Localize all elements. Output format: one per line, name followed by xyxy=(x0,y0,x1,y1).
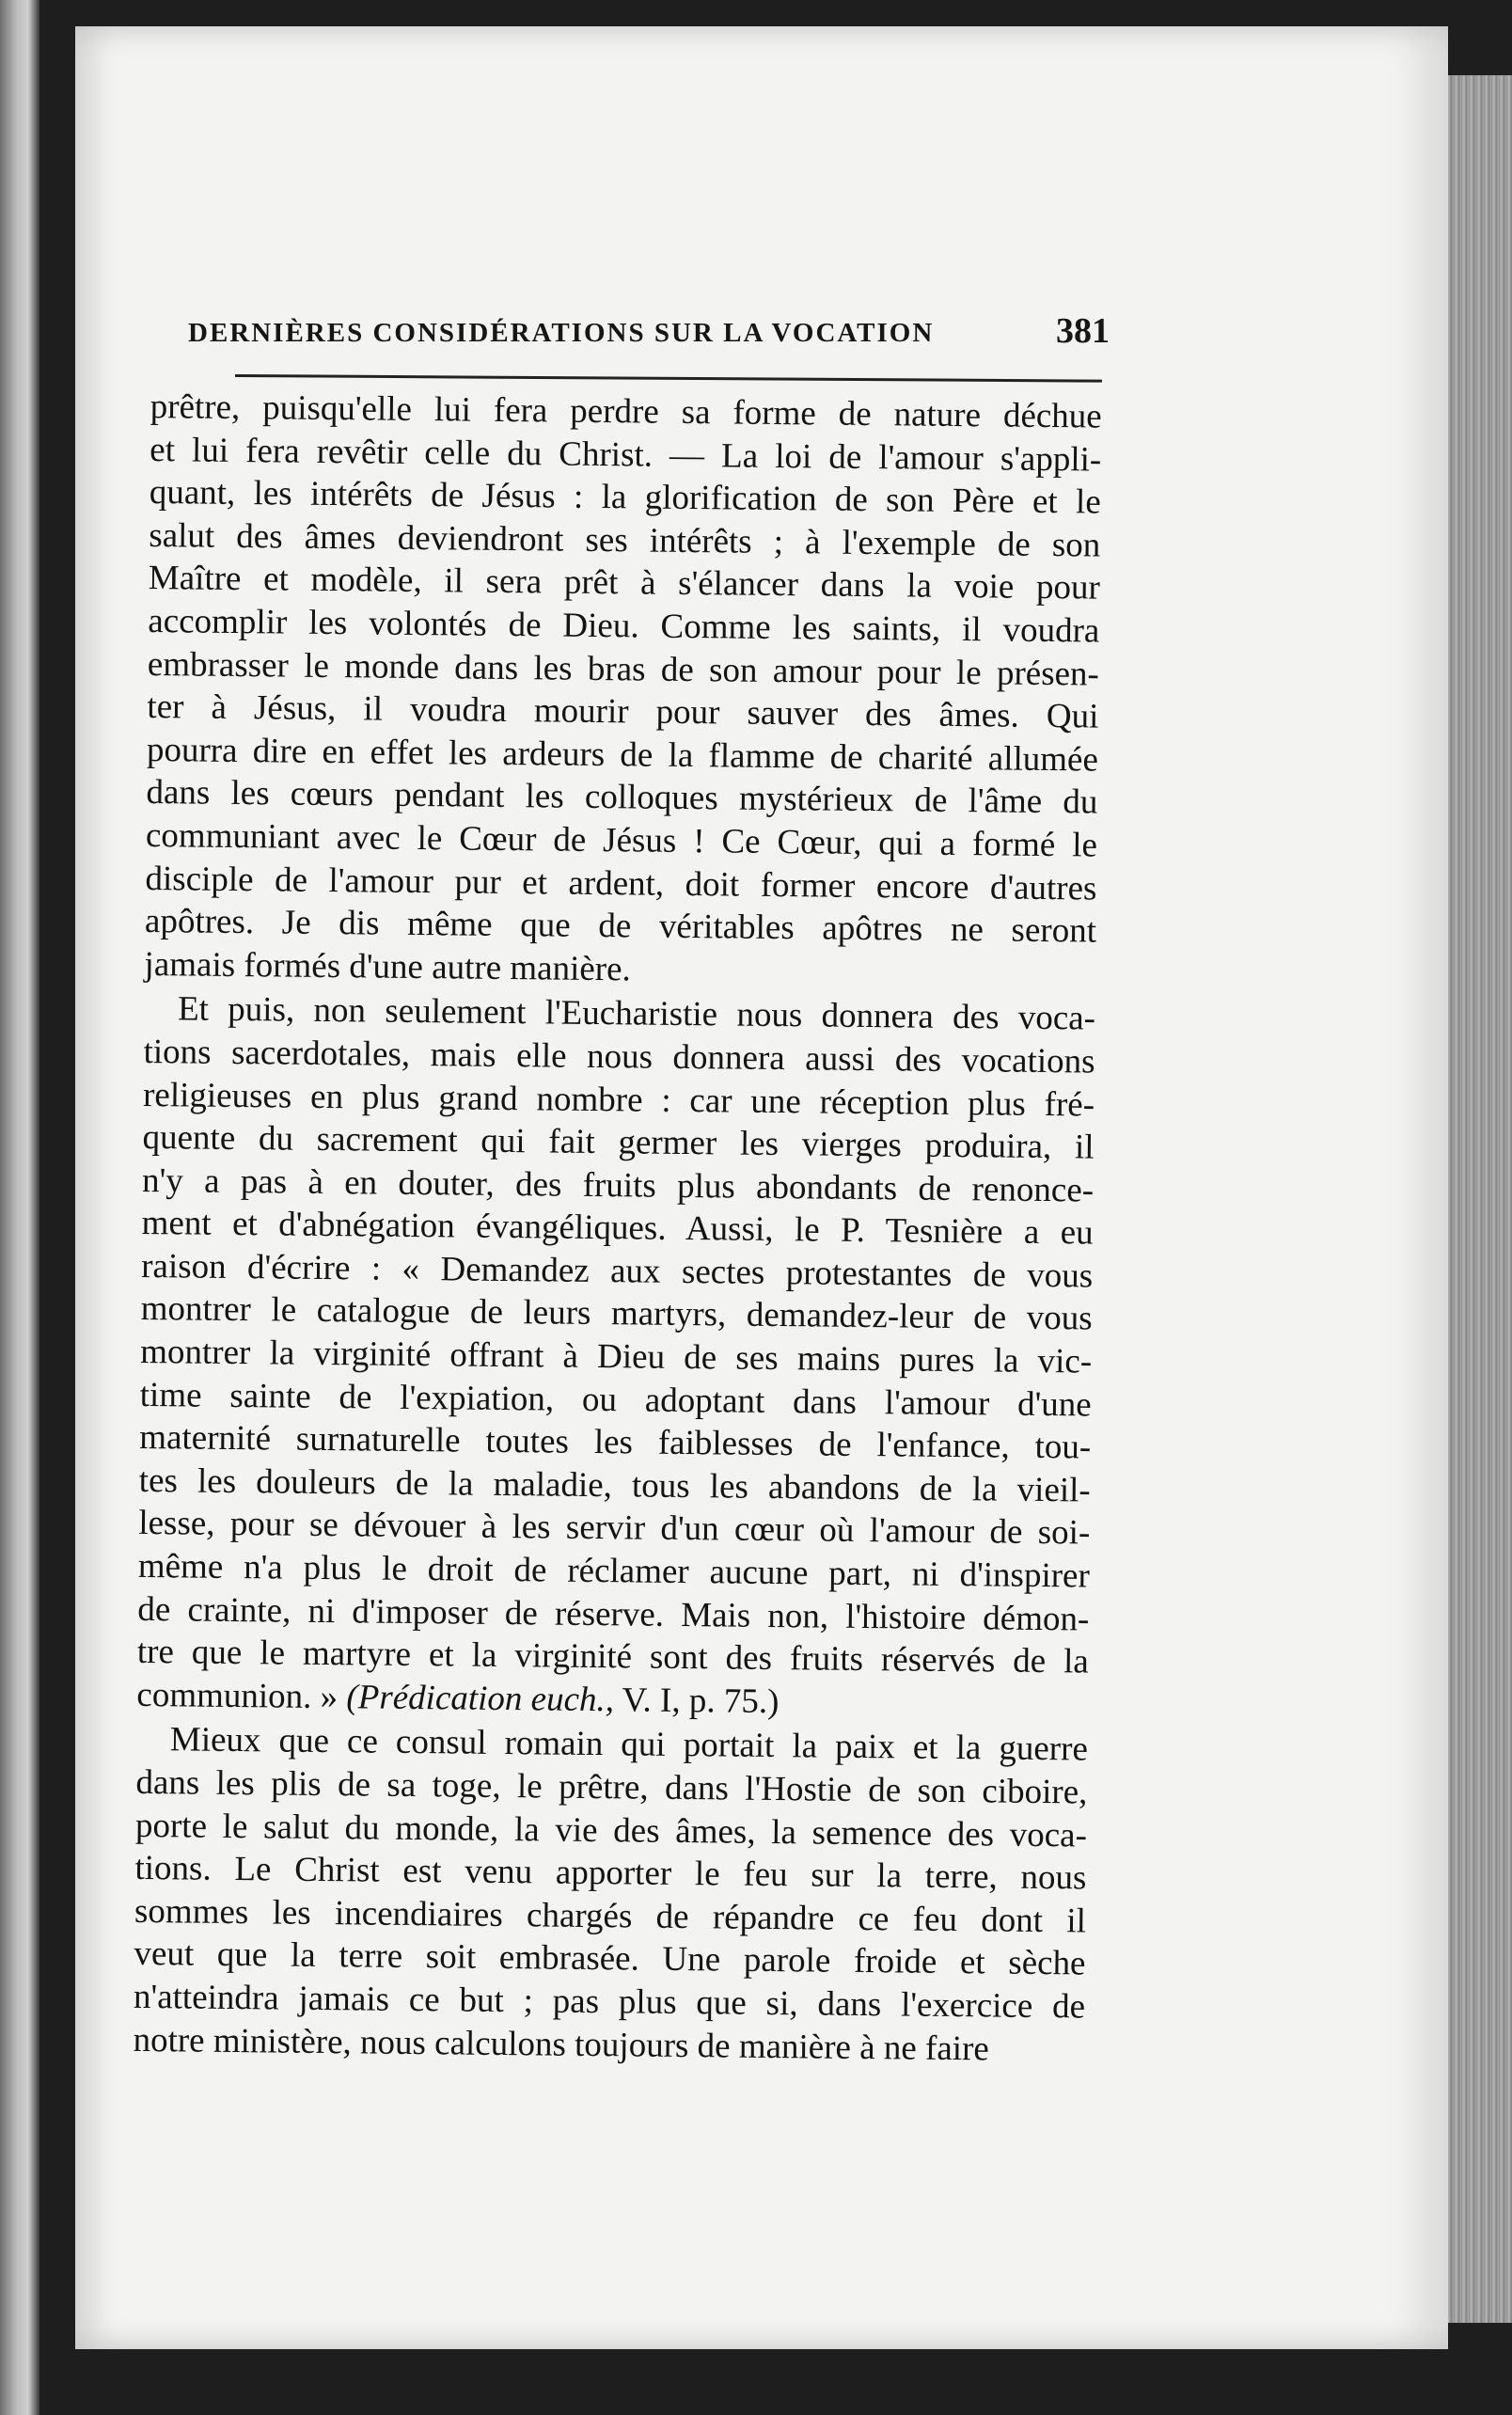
text-line: montrer la virginité offrant à Dieu de ses mains pures la vic- xyxy=(140,1333,1093,1381)
text-line: pourra dire en effet les ardeurs de la flamme de charité allumée xyxy=(146,730,1099,780)
citation-lead: communion. » xyxy=(136,1675,347,1717)
text-line: jamais formés d'une autre manière. xyxy=(144,944,632,989)
text-line: time sainte de l'expiation, ou adoptant dans l'amour d'une xyxy=(139,1375,1092,1425)
text-line: tions sacerdotales, mais elle nous donnera aussi des vocations xyxy=(143,1032,1095,1081)
running-header xyxy=(179,310,1119,357)
text-line: Et puis, non seulement l'Eucharistie nous donnera des voca- xyxy=(177,989,1096,1038)
text-line: accomplir les volontés de Dieu. Comme les saints, il voudra xyxy=(148,601,1100,651)
paragraph xyxy=(133,1718,1088,2071)
text-line: dans les cœurs pendant les colloques mystérieux de l'âme du xyxy=(146,773,1098,822)
citation-reference: V. I, p. 75.) xyxy=(613,1681,780,1721)
page-stack-edges xyxy=(1439,75,1512,2323)
paragraph xyxy=(144,386,1102,996)
text-line: dans les plis de sa toge, le prêtre, dans l'Hostie de son ciboire, xyxy=(135,1762,1088,1812)
text-line: ter à Jésus, il voudra mourir pour sauver des âmes. Qui xyxy=(147,687,1099,736)
text-line: et lui fera revêtir celle du Christ. — La loi de l'amour s'appli- xyxy=(150,430,1102,480)
facing-page-edge xyxy=(0,0,39,2415)
text-line: maternité surnaturelle toutes les faiblesses de l'enfance, tou- xyxy=(139,1418,1092,1467)
text-line: raison d'écrire : « Demandez aux sectes protestantes de vous xyxy=(140,1246,1094,1296)
text-line: de crainte, ni d'imposer de réserve. Mais non, l'histoire démon- xyxy=(137,1589,1090,1639)
text-line: montrer le catalogue de leurs martyrs, demandez-leur de vous xyxy=(140,1289,1093,1339)
text-line: tes les douleurs de la maladie, tous les abandons de la vieil- xyxy=(138,1460,1091,1510)
text-line: communiant avec le Cœur de Jésus ! Ce Cœur, qui a formé le xyxy=(145,815,1098,865)
text-line: disciple de l'amour pur et ardent, doit former encore d'autres xyxy=(145,859,1097,908)
text-line: même n'a plus le droit de réclamer aucune part, ni d'inspirer xyxy=(137,1546,1091,1596)
text-line: Mieux que ce consul romain qui portait la paix et la guerre xyxy=(169,1720,1089,1769)
text-line: ment et d'abnégation évangéliques. Aussi, le P. Tesnière a eu xyxy=(141,1204,1094,1253)
text-line: sommes les incendiaires chargés de répandre ce feu dont il xyxy=(134,1891,1087,1941)
text-line: apôtres. Je dis même que de véritables apôtres ne seront xyxy=(144,902,1097,951)
text-line: n'atteindra jamais ce but ; pas plus que si, dans l'exercice de xyxy=(133,1977,1086,2027)
text-line: quant, les intérêts de Jésus : la glorification de son Père et le xyxy=(149,473,1101,522)
text-line: Maître et modèle, il sera prêt à s'élancer dans la voie pour xyxy=(148,559,1101,608)
text-line: quente du sacrement qui fait germer les vierges produira, il xyxy=(142,1118,1095,1167)
text-line: lesse, pour se dévouer à les servir d'un cœur où l'amour de soi- xyxy=(138,1504,1091,1553)
body-text xyxy=(133,386,1102,2074)
text-line: religieuses en plus grand nombre : car une réception plus fré- xyxy=(142,1075,1095,1125)
text-line: tions. Le Christ est venu apporter le feu sur la terre, nous xyxy=(134,1849,1087,1898)
text-line: prêtre, puisqu'elle lui fera perdre sa forme de nature déchue xyxy=(150,387,1102,436)
text-line: porte le salut du monde, la vie des âmes, la semence des voca- xyxy=(134,1806,1088,1855)
text-line: veut que la terre soit embrasée. Une parole froide et sèche xyxy=(134,1934,1086,1983)
citation-title: (Prédication euch., xyxy=(346,1678,615,1720)
page-number: 381 xyxy=(1056,311,1110,351)
running-title: DERNIÈRES CONSIDÉRATIONS SUR LA VOCATION xyxy=(188,318,935,348)
text-line: notre ministère, nous calculons toujours de manière à ne faire xyxy=(133,2020,990,2068)
text-line: tre que le martyre et la virginité sont des fruits réservés de la xyxy=(136,1633,1090,1681)
text-line: salut des âmes deviendront ses intérêts ; à l'exemple de son xyxy=(149,515,1101,565)
text-line: embrasser le monde dans les bras de son amour pour le présen- xyxy=(147,644,1100,694)
paragraph xyxy=(136,987,1095,1727)
text-line: n'y a pas à en douter, des fruits plus abondants de renonce- xyxy=(141,1160,1095,1210)
